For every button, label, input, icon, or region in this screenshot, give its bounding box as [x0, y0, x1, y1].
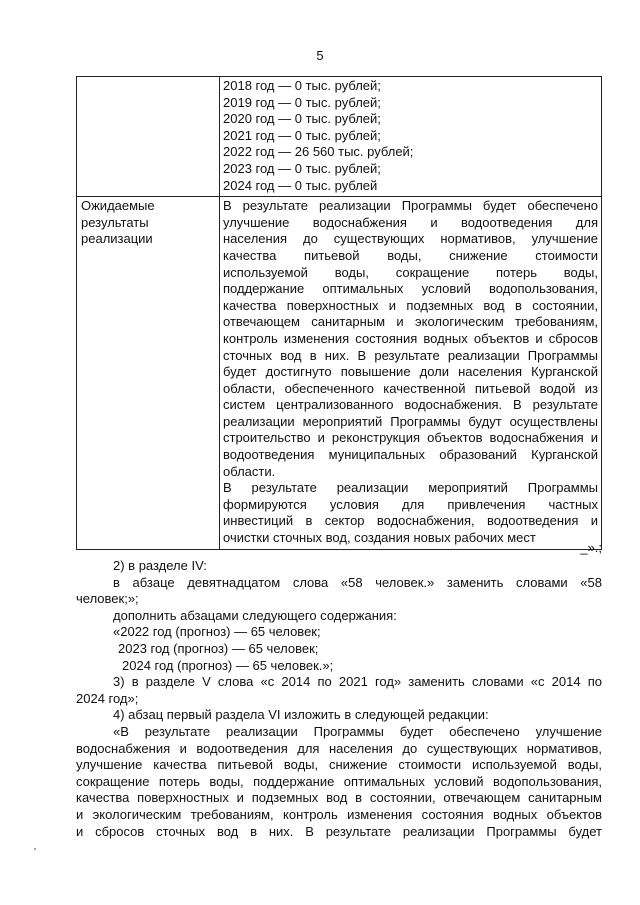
results-line: качества питьевой воды, снижение стоимости	[223, 247, 598, 263]
results-line: систем централизованного водоснабжения. В результате	[223, 397, 598, 413]
paragraph-line: водоснабжения и водоотведения для населения до существующих нормативов,	[76, 740, 602, 756]
label-line: Ожидаемые	[81, 198, 155, 214]
financing-line: 2022 год — 26 560 тыс. рублей;	[223, 144, 414, 160]
results-line: сточных вод в них. В результате реализации Программы	[223, 347, 598, 363]
paragraph-line: дополнить абзацами следующего содержания:	[113, 607, 397, 623]
paragraph-line: «В результате реализации Программы будет обеспечено улучшение	[113, 723, 602, 739]
results-line: очистки сточных вод, создания новых рабочих мест	[223, 530, 536, 546]
results-line: водоотведения муниципальных образований Курганской	[223, 447, 598, 463]
scan-speck	[34, 848, 36, 850]
financing-line: 2018 год — 0 тыс. рублей;	[223, 78, 381, 93]
paragraph-line: улучшение качества питьевой воды, снижение стоимости используемой воды,	[76, 757, 602, 773]
financing-line: 2021 год — 0 тыс. рублей;	[223, 127, 381, 143]
label-line: реализации	[81, 231, 153, 247]
program-passport-table	[76, 76, 602, 550]
paragraph-line: 2023 год (прогноз) — 65 человек;	[118, 640, 319, 656]
paragraph-line: «2022 год (прогноз) — 65 человек;	[113, 624, 321, 640]
paragraph-line: в абзаце девятнадцатом слова «58 человек.» заменить словами «58	[113, 574, 602, 590]
results-line: области, обеспеченного качественной питьевой водой из	[223, 380, 598, 396]
results-line: формируются условия для привлечения частных	[223, 496, 598, 512]
results-line: улучшение водоснабжения и водоотведения для	[223, 214, 598, 230]
results-line: качества поверхностных и подземных вод в состоянии,	[223, 297, 598, 313]
financing-line: 2023 год — 0 тыс. рублей;	[223, 160, 381, 176]
table-row-expected-results	[77, 197, 602, 549]
paragraph-line: 2024 год»;	[76, 690, 139, 706]
financing-line: 2019 год — 0 тыс. рублей;	[223, 94, 381, 110]
paragraph-line: качества поверхностных и подземных вод в состоянии, отвечающем санитарным	[76, 790, 602, 806]
results-line: В результате реализации Программы будет обеспечено	[223, 198, 598, 214]
expected-results-label-cell	[77, 197, 220, 549]
paragraph-line: человек;»;	[76, 591, 139, 607]
results-line: области.	[223, 463, 276, 479]
expected-results-text-cell	[220, 197, 602, 549]
table-closing-quote: _».;	[580, 540, 602, 555]
results-line: поддержание оптимальных условий водопользования,	[223, 281, 598, 297]
results-line: отвечающем санитарным и экологическим требованиям,	[223, 314, 598, 330]
results-line: В результате реализации мероприятий Программы	[223, 480, 598, 496]
results-line: используемой воды, сокращение потерь воды,	[223, 264, 598, 280]
paragraph-line: 3) в разделе V слова «с 2014 по 2021 год» заменить словами «с 2014 по	[113, 674, 602, 690]
results-line: контроль изменения состояния водных объектов и сбросов	[223, 330, 598, 346]
table-cell-empty	[77, 77, 220, 197]
financing-line: 2020 год — 0 тыс. рублей;	[223, 111, 381, 127]
paragraph-line: и экологическим требованиям, контроль изменения состояния водных объектов	[76, 806, 602, 822]
paragraph-line: 2) в разделе IV:	[113, 558, 207, 573]
amendments-text	[76, 558, 602, 840]
table-row-financing	[77, 77, 602, 197]
financing-by-year-cell	[220, 77, 602, 197]
label-line: результаты	[81, 214, 149, 230]
results-line: населения до существующих нормативов, улучшение	[223, 231, 598, 247]
paragraph-line: и сбросов сточных вод в них. В результате реализации Программы будет	[76, 823, 602, 839]
page-number: 5	[316, 48, 324, 63]
results-line: инвестиций в сектор водоснабжения, водоотведения и	[223, 513, 598, 529]
paragraph-line: 2024 год (прогноз) — 65 человек.»;	[122, 657, 334, 673]
paragraph-line: 4) абзац первый раздела VI изложить в следующей редакции:	[113, 707, 489, 723]
results-line: строительство и реконструкция объектов водоснабжения и	[223, 430, 598, 446]
results-line: реализации мероприятий Программы будут осуществлены	[223, 413, 598, 429]
paragraph-line: сокращение потерь воды, поддержание оптимальных условий водопользования,	[76, 773, 602, 789]
results-line: будет достигнуто повышение доли населения Курганской	[223, 364, 598, 380]
financing-line: 2024 год — 0 тыс. рублей	[223, 177, 378, 193]
